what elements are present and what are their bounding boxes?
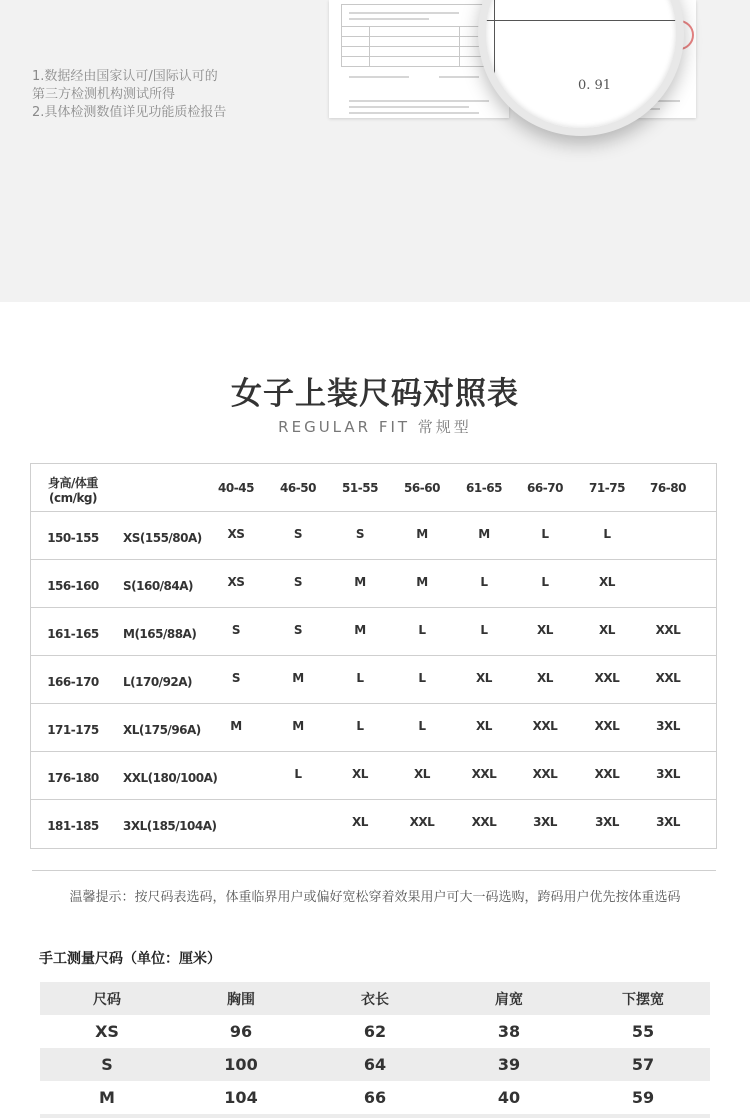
size-value-cell: M: [354, 574, 366, 589]
size-value-cell: XL: [476, 670, 492, 685]
size-code-cell: S(160/84A): [123, 578, 194, 593]
height-range-cell: 156-160: [47, 578, 99, 593]
size-value-cell: XL: [537, 670, 553, 685]
size-value-cell: 3XL: [656, 766, 680, 781]
magnified-value: 0. 91: [578, 78, 612, 93]
weight-column-header: 71-75: [589, 480, 625, 495]
size-value-cell: L: [603, 526, 611, 541]
size-chart-row: [31, 704, 716, 752]
size-value-cell: XXL: [594, 766, 620, 781]
size-code-cell: XS(155/80A): [123, 530, 202, 545]
size-value-cell: L: [356, 718, 364, 733]
size-value-cell: XL: [599, 622, 615, 637]
height-range-cell: 171-175: [47, 722, 99, 737]
measurement-cell: 66: [363, 1088, 387, 1107]
size-value-cell: M: [292, 670, 304, 685]
weight-column-header: 51-55: [342, 480, 378, 495]
size-value-cell: M: [292, 718, 304, 733]
size-chart-header-row: [31, 464, 716, 512]
measurement-cell: S: [101, 1055, 113, 1074]
measurement-row: [40, 1015, 710, 1048]
measurement-cell: 55: [631, 1022, 655, 1041]
measurement-row: [40, 1048, 710, 1081]
size-value-cell: L: [294, 766, 302, 781]
size-value-cell: M: [478, 526, 490, 541]
measurement-header-cell: 尺码: [93, 991, 121, 1008]
size-code-cell: L(170/92A): [123, 674, 193, 689]
size-value-cell: L: [480, 574, 488, 589]
measurement-cell: 59: [631, 1088, 655, 1107]
size-value-cell: L: [480, 622, 488, 637]
header-label-unit: (cm/kg): [48, 491, 98, 505]
height-range-cell: 150-155: [47, 530, 99, 545]
measurement-table: [40, 982, 710, 1118]
size-code-cell: 3XL(185/104A): [123, 819, 217, 833]
size-chart-row: [31, 560, 716, 608]
size-value-cell: M: [230, 718, 242, 733]
size-value-cell: S: [293, 526, 303, 541]
weight-column-header: 40-45: [218, 480, 254, 495]
size-value-cell: XL: [352, 815, 368, 829]
measurement-cell: XS: [95, 1022, 119, 1041]
size-code-cell: XL(175/96A): [123, 722, 201, 737]
weight-column-header: 61-65: [466, 480, 502, 495]
size-value-cell: S: [293, 574, 303, 589]
report-section: [0, 0, 750, 302]
size-code-cell: XXL(180/100A): [123, 770, 218, 785]
report-note-line: 第三方检测机构测试所得: [32, 87, 176, 102]
size-value-cell: XXL: [594, 670, 620, 685]
measurement-header-cell: 下摆宽: [622, 991, 664, 1008]
height-weight-header: [31, 464, 115, 511]
measurement-cell: 64: [363, 1055, 387, 1074]
size-chart-row: [31, 608, 716, 656]
size-value-cell: L: [418, 622, 426, 637]
weight-column-header: 56-60: [404, 480, 440, 495]
measurement-header-row: [40, 982, 710, 1015]
measurement-cell: 100: [224, 1055, 258, 1074]
size-value-cell: [639, 510, 697, 557]
size-value-cell: M: [416, 574, 428, 589]
size-value-cell: XXL: [532, 766, 558, 781]
height-range-cell: 181-185: [47, 819, 99, 833]
size-value-cell: XXL: [594, 718, 620, 733]
measurement-row: [40, 1081, 710, 1114]
report-note-line: 1.数据经由国家认可/国际认可的: [32, 69, 218, 84]
page-title: 女子上装尺码对照表: [231, 376, 519, 412]
size-value-cell: XXL: [471, 815, 497, 829]
size-value-cell: [207, 798, 265, 846]
measurement-header-cell: 肩宽: [495, 991, 523, 1008]
measurement-cell: M: [99, 1088, 115, 1107]
report-note-line: 2.具体检测数值详见功能质检报告: [32, 105, 227, 120]
size-value-cell: XS: [227, 526, 245, 541]
size-value-cell: [639, 558, 697, 605]
height-range-cell: 161-165: [47, 626, 99, 641]
size-value-cell: XXL: [532, 718, 558, 733]
size-value-cell: XL: [476, 718, 492, 733]
size-value-cell: [269, 798, 327, 846]
size-value-cell: 3XL: [533, 815, 557, 829]
measurement-cell: 40: [497, 1088, 521, 1107]
measurement-row-partial: [40, 1114, 710, 1118]
size-value-cell: 3XL: [656, 815, 680, 829]
size-value-cell: L: [418, 718, 426, 733]
size-value-cell: S: [355, 526, 365, 541]
height-range-cell: 176-180: [47, 770, 99, 785]
measurement-title: 手工测量尺码（单位：厘米）: [39, 951, 221, 967]
size-value-cell: XL: [352, 766, 368, 781]
measurement-cell: 104: [224, 1088, 258, 1107]
size-value-cell: XL: [414, 766, 430, 781]
size-value-cell: XXL: [655, 670, 681, 685]
size-value-cell: S: [231, 622, 241, 637]
page-subtitle: REGULAR FIT 常规型: [278, 418, 472, 436]
weight-column-header: 66-70: [527, 480, 563, 495]
size-value-cell: L: [356, 670, 364, 685]
measurement-cell: 38: [497, 1022, 521, 1041]
size-chart-row: [31, 752, 716, 800]
size-value-cell: XL: [537, 622, 553, 637]
weight-column-header: 46-50: [280, 480, 316, 495]
size-value-cell: L: [418, 670, 426, 685]
size-value-cell: XS: [227, 574, 245, 589]
size-chart-table: [30, 463, 717, 849]
size-value-cell: L: [541, 574, 549, 589]
size-value-cell: S: [293, 622, 303, 637]
size-value-cell: L: [541, 526, 549, 541]
size-tip: 温馨提示：按尺码表选码，体重临界用户或偏好宽松穿着效果用户可大一码选购，跨码用户优先按体重选码: [69, 890, 681, 905]
size-value-cell: 3XL: [595, 815, 619, 829]
measurement-cell: 96: [229, 1022, 253, 1041]
size-value-cell: S: [231, 670, 241, 685]
measurement-cell: 57: [631, 1055, 655, 1074]
size-value-cell: XXL: [409, 815, 435, 829]
report-notes: [32, 68, 226, 122]
size-value-cell: 3XL: [656, 718, 680, 733]
measurement-header-cell: 衣长: [361, 991, 389, 1008]
size-value-cell: M: [354, 622, 366, 637]
measurement-cell: 39: [497, 1055, 521, 1074]
weight-column-header: 76-80: [650, 480, 686, 495]
header-label: 身高/体重: [48, 476, 98, 490]
height-range-cell: 166-170: [47, 674, 99, 689]
size-chart-row: [31, 512, 716, 560]
size-chart-row: [31, 656, 716, 704]
measurement-cell: 62: [363, 1022, 387, 1041]
size-value-cell: M: [416, 526, 428, 541]
size-value-cell: XXL: [655, 622, 681, 637]
size-value-cell: [207, 750, 265, 797]
section-divider: [32, 870, 716, 871]
size-value-cell: XL: [599, 574, 615, 589]
size-value-cell: XXL: [471, 766, 497, 781]
measurement-header-cell: 胸围: [227, 991, 255, 1008]
size-code-cell: M(165/88A): [123, 626, 197, 641]
size-chart-row: [31, 800, 716, 848]
